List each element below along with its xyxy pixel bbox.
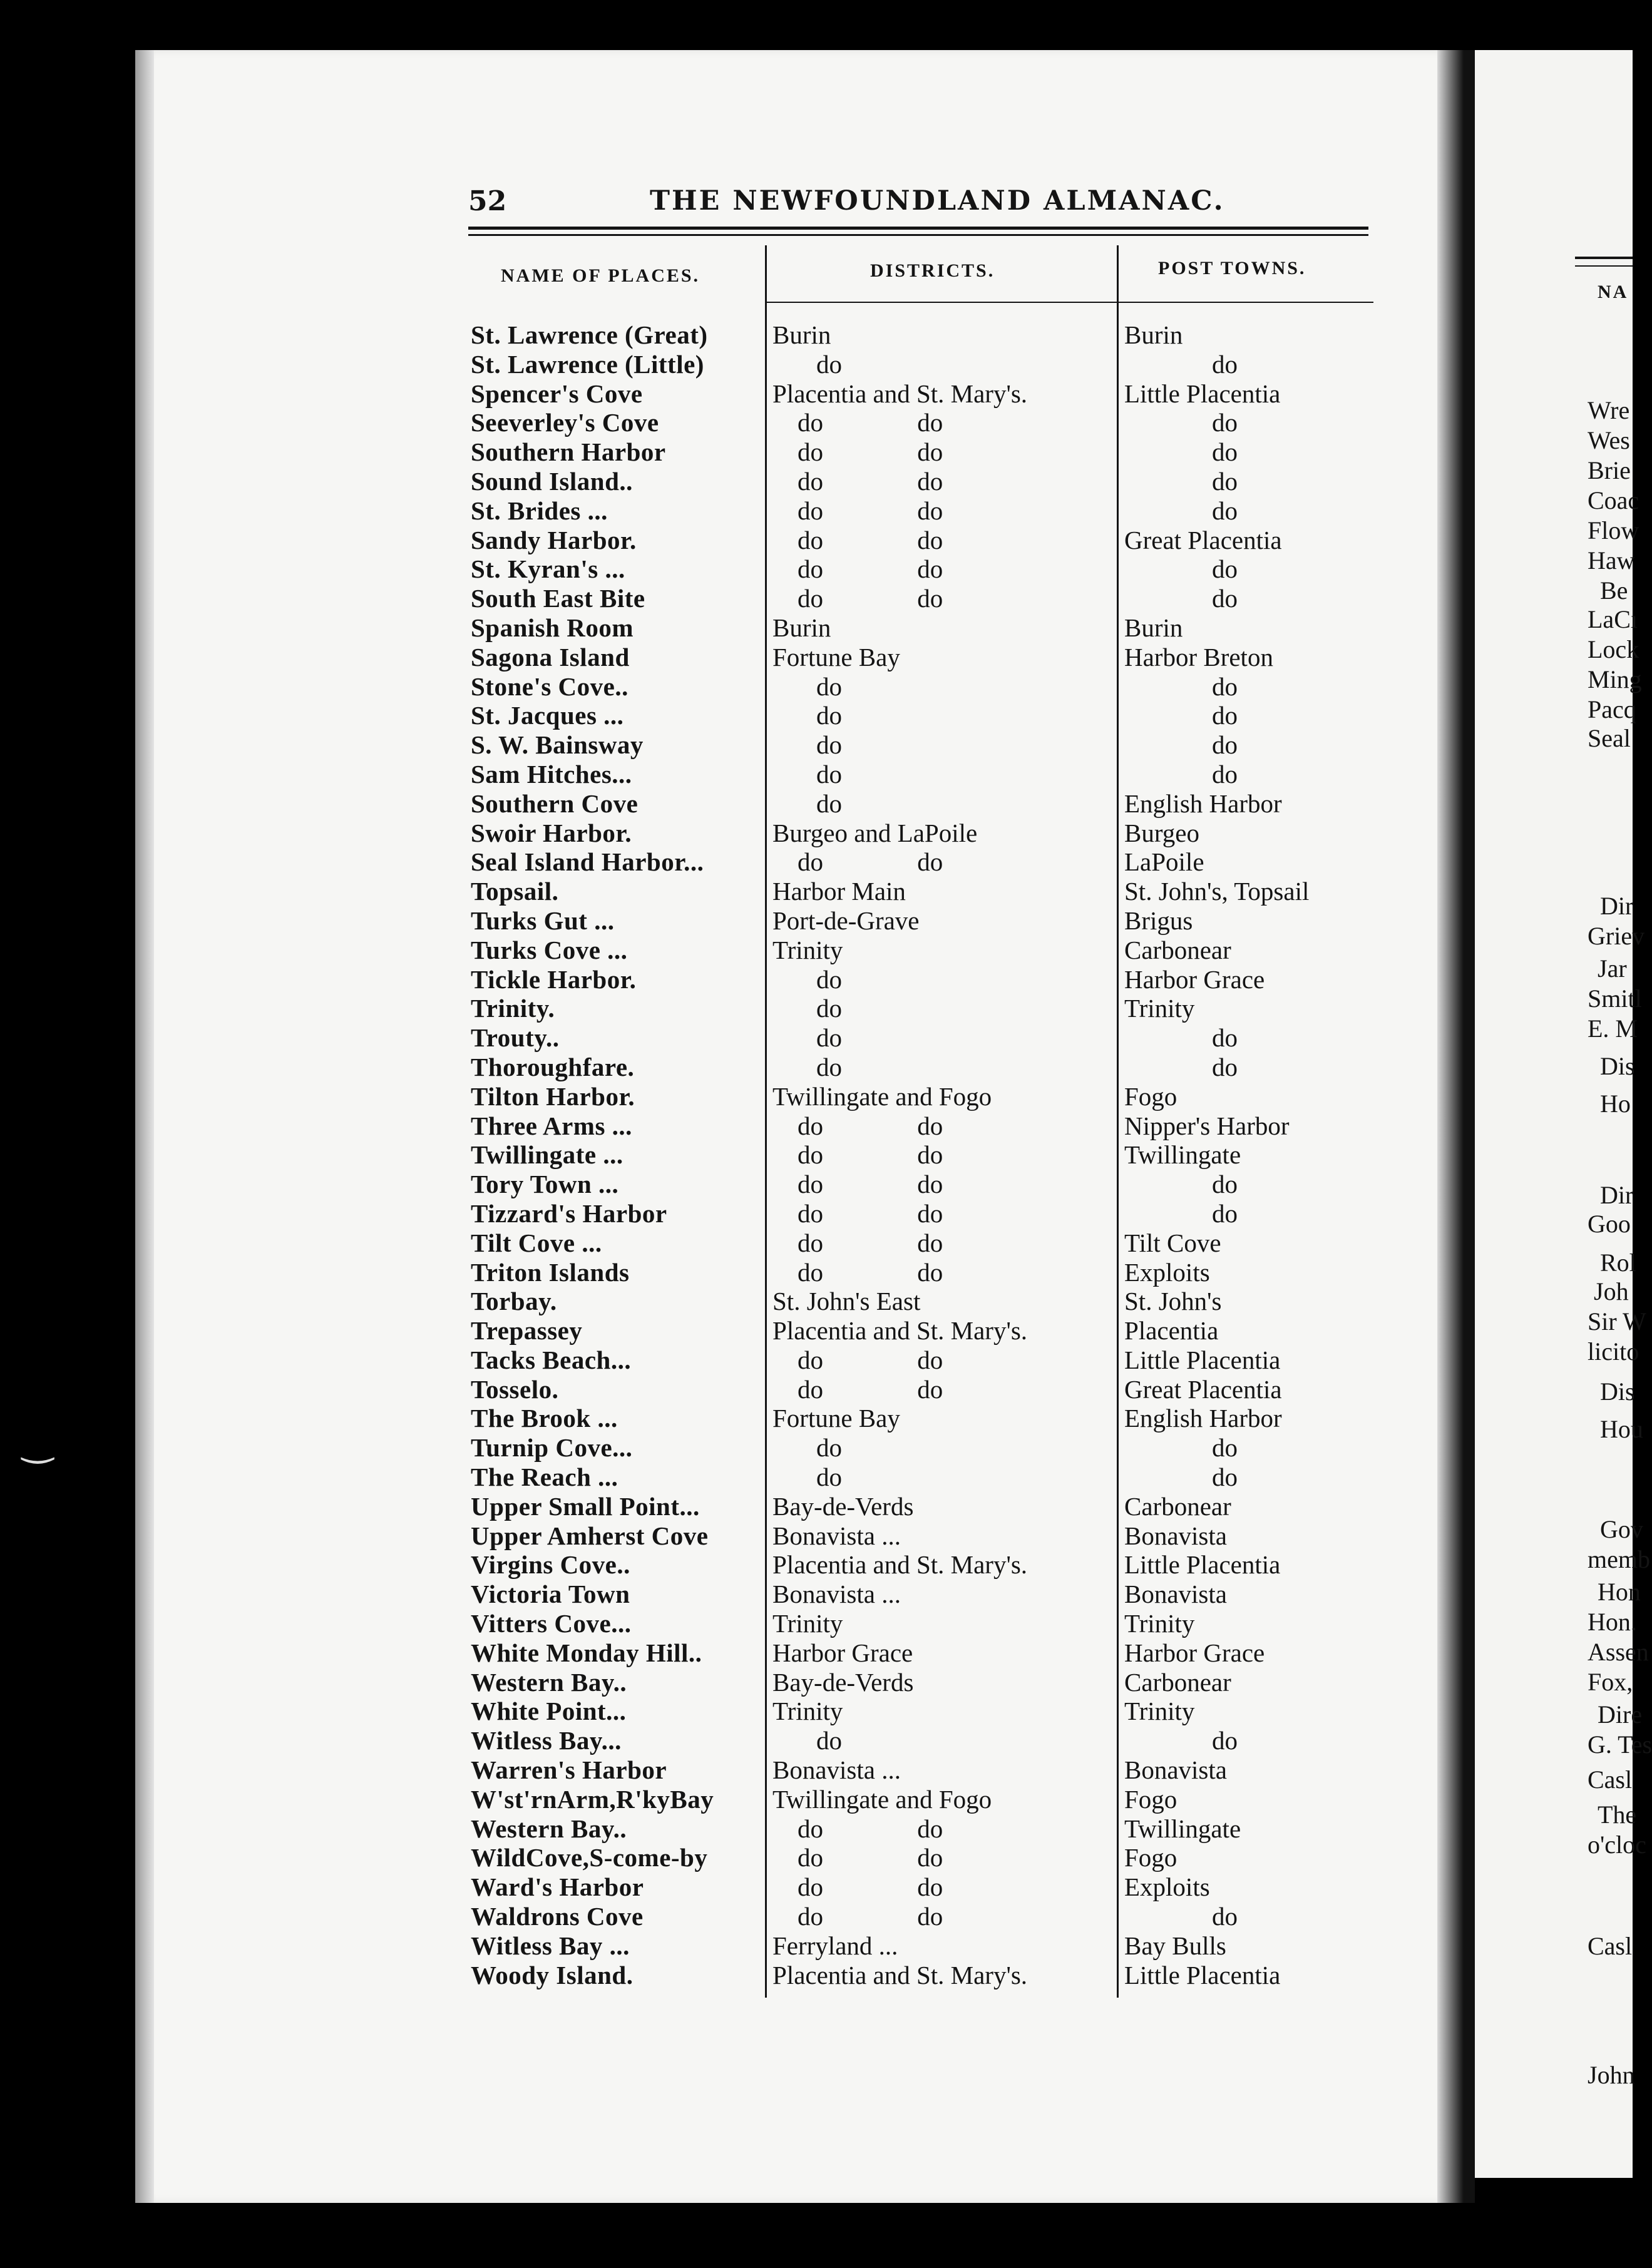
table-row bbox=[471, 1521, 1385, 1551]
district-name: do bbox=[816, 994, 842, 1023]
facing-page-line: G. Tes bbox=[1588, 1730, 1652, 1759]
district-name: Port-de-Grave bbox=[772, 906, 920, 935]
post-town: Fogo bbox=[1124, 1081, 1177, 1111]
table-row bbox=[471, 994, 1385, 1023]
facing-page-line: Coac bbox=[1588, 486, 1639, 514]
table-row bbox=[471, 350, 1385, 379]
post-town: do bbox=[1212, 437, 1238, 467]
post-town: do bbox=[1212, 730, 1238, 760]
facing-page-line: Haw bbox=[1588, 546, 1635, 575]
district-name: Fortune Bay bbox=[772, 1404, 900, 1433]
table-row bbox=[471, 1082, 1385, 1111]
post-town: St. John's, Topsail bbox=[1124, 877, 1310, 906]
post-town: Nipper's Harbor bbox=[1124, 1111, 1290, 1140]
post-town: St. John's bbox=[1124, 1287, 1222, 1316]
place-name: Ward's Harbor bbox=[471, 1872, 644, 1902]
place-name: Southern Cove bbox=[471, 789, 639, 818]
place-name: Witless Bay ... bbox=[471, 1931, 630, 1960]
place-name: W'st'rnArm,R'kyBay bbox=[471, 1784, 714, 1814]
post-town: Bonavista bbox=[1124, 1755, 1227, 1785]
place-name: The Reach ... bbox=[471, 1463, 618, 1492]
post-town: do bbox=[1212, 584, 1238, 613]
district-name: Placentia and St. Mary's. bbox=[772, 379, 1028, 408]
facing-page-line: Hon. bbox=[1588, 1608, 1637, 1636]
district-name: do do bbox=[798, 1228, 943, 1257]
district-name: do do bbox=[798, 1814, 943, 1843]
facing-page-line: Seal bbox=[1588, 724, 1631, 752]
table-row bbox=[471, 320, 1385, 350]
post-town: Harbor Grace bbox=[1124, 964, 1265, 994]
page-header bbox=[468, 185, 1370, 229]
district-name: do do bbox=[798, 525, 943, 554]
facing-page-line: Joh bbox=[1594, 1277, 1629, 1305]
district-name: do do bbox=[798, 1170, 943, 1199]
post-town: do bbox=[1212, 1023, 1238, 1053]
facing-page-line: Wes bbox=[1588, 426, 1630, 454]
table-row bbox=[471, 1375, 1385, 1404]
district-name: Burgeo and LaPoile bbox=[772, 818, 978, 847]
table-row bbox=[471, 1492, 1385, 1521]
post-town: Carbonear bbox=[1124, 935, 1231, 964]
facing-page-line: Flow bbox=[1588, 516, 1639, 544]
district-name: do bbox=[816, 1433, 842, 1463]
facing-page-line: Dir bbox=[1600, 1181, 1634, 1209]
table-row bbox=[471, 1053, 1385, 1082]
district-name: do do bbox=[798, 437, 943, 467]
district-name: Trinity bbox=[772, 1697, 843, 1726]
district-name: do do bbox=[798, 1872, 943, 1902]
facing-page-line: Jar bbox=[1598, 954, 1627, 983]
post-town: Carbonear bbox=[1124, 1491, 1231, 1521]
place-name: Spanish Room bbox=[471, 613, 634, 642]
facing-page-line: Goo bbox=[1588, 1210, 1631, 1238]
district-name: do do bbox=[798, 496, 943, 525]
table-row bbox=[471, 643, 1385, 672]
place-name: Tosselo. bbox=[471, 1374, 559, 1404]
place-name: Sandy Harbor. bbox=[471, 525, 637, 554]
place-name: Witless Bay... bbox=[471, 1726, 622, 1755]
post-town: do bbox=[1212, 1463, 1238, 1492]
place-name: Western Bay.. bbox=[471, 1814, 627, 1843]
facing-page-line: Hou bbox=[1600, 1415, 1643, 1443]
place-name: Upper Amherst Cove bbox=[471, 1521, 709, 1550]
facing-page-line: Hon bbox=[1598, 1578, 1641, 1606]
facing-page-line: memb bbox=[1588, 1545, 1650, 1573]
district-name: Harbor Main bbox=[772, 877, 906, 906]
place-name: Vitters Cove... bbox=[471, 1609, 632, 1638]
facing-page-line: LaCı bbox=[1588, 605, 1638, 633]
post-town: Trinity bbox=[1124, 1697, 1195, 1726]
table-row bbox=[471, 1463, 1385, 1492]
column-header-district: DISTRICTS. bbox=[870, 260, 995, 281]
table-row bbox=[471, 789, 1385, 819]
district-name: do bbox=[816, 672, 842, 701]
table-row bbox=[471, 1287, 1385, 1316]
district-name: Bay-de-Verds bbox=[772, 1491, 914, 1521]
place-name: South East Bite bbox=[471, 584, 645, 613]
place-name: Stone's Cove.. bbox=[471, 672, 628, 701]
post-town: Harbor Grace bbox=[1124, 1638, 1265, 1667]
post-town: do bbox=[1212, 466, 1238, 496]
facing-page-line: Casl bbox=[1588, 1765, 1633, 1794]
place-name: Tacks Beach... bbox=[471, 1345, 632, 1374]
place-name: Triton Islands bbox=[471, 1257, 630, 1287]
place-name: Turks Gut ... bbox=[471, 906, 615, 935]
table-row bbox=[471, 1609, 1385, 1638]
district-name: Bonavista ... bbox=[772, 1755, 901, 1785]
table-row bbox=[471, 1843, 1385, 1872]
table-row bbox=[471, 1638, 1385, 1668]
table-row bbox=[471, 554, 1385, 584]
facing-page-line: Gov bbox=[1600, 1515, 1643, 1543]
place-name: Seeverley's Cove bbox=[471, 408, 659, 437]
post-town: Brigus bbox=[1124, 906, 1193, 935]
header-rule-top bbox=[468, 227, 1368, 230]
place-name: Southern Harbor bbox=[471, 437, 666, 467]
district-name: do bbox=[816, 1463, 842, 1492]
place-name: Three Arms ... bbox=[471, 1111, 632, 1140]
district-name: do do bbox=[798, 466, 943, 496]
place-name: WildCove,S-come-by bbox=[471, 1843, 708, 1872]
table-row bbox=[471, 760, 1385, 789]
facing-page-line: Fox, bbox=[1588, 1668, 1633, 1696]
facing-page-line: Brie bbox=[1588, 456, 1631, 484]
table-row bbox=[471, 847, 1385, 877]
margin-mark: ‿ bbox=[23, 1421, 53, 1464]
post-town: do bbox=[1212, 1198, 1238, 1228]
facing-page-line: Lock bbox=[1588, 635, 1639, 663]
place-name: Tilton Harbor. bbox=[471, 1081, 635, 1111]
table-row bbox=[471, 1726, 1385, 1755]
table-row bbox=[471, 1785, 1385, 1814]
district-name: Placentia and St. Mary's. bbox=[772, 1316, 1028, 1346]
district-name: do do bbox=[798, 1374, 943, 1404]
district-name: Ferryland ... bbox=[772, 1931, 898, 1960]
table-row bbox=[471, 701, 1385, 730]
facing-page-fragment bbox=[1475, 50, 1652, 2178]
place-name: Virgins Cove.. bbox=[471, 1550, 630, 1580]
post-town: Great Placentia bbox=[1124, 525, 1282, 554]
district-name: do bbox=[816, 964, 842, 994]
running-title: THE NEWFOUNDLAND ALMANAC. bbox=[650, 185, 1225, 217]
table-row bbox=[471, 1902, 1385, 1931]
post-town: do bbox=[1212, 672, 1238, 701]
place-name: Sam Hitches... bbox=[471, 759, 632, 789]
place-name: Spencer's Cove bbox=[471, 379, 643, 408]
district-name: Trinity bbox=[772, 935, 843, 964]
facing-page-line: Smitl bbox=[1588, 984, 1642, 1013]
post-town: Exploits bbox=[1124, 1872, 1210, 1902]
district-name: Burin bbox=[772, 320, 831, 349]
facing-page-line: Sir W bbox=[1588, 1307, 1646, 1336]
post-town: do bbox=[1212, 1170, 1238, 1199]
table-row bbox=[471, 1580, 1385, 1609]
district-name: do bbox=[816, 730, 842, 760]
table-row bbox=[471, 1404, 1385, 1433]
table-row bbox=[471, 877, 1385, 906]
table-row bbox=[471, 584, 1385, 613]
post-town: Exploits bbox=[1124, 1257, 1210, 1287]
table-row bbox=[471, 819, 1385, 848]
table-row bbox=[471, 730, 1385, 760]
header-rule-bottom bbox=[468, 234, 1368, 236]
facing-page-line: Assen bbox=[1588, 1638, 1649, 1666]
table-row bbox=[471, 437, 1385, 467]
table-row bbox=[471, 1170, 1385, 1199]
page-number: 52 bbox=[468, 185, 507, 217]
place-name: St. Jacques ... bbox=[471, 701, 624, 730]
post-town: English Harbor bbox=[1124, 789, 1282, 818]
place-name: Victoria Town bbox=[471, 1580, 630, 1609]
place-name: Woody Island. bbox=[471, 1960, 634, 1990]
table-row bbox=[471, 1668, 1385, 1697]
post-town: Bay Bulls bbox=[1124, 1931, 1226, 1960]
place-name: Torbay. bbox=[471, 1287, 557, 1316]
table-row bbox=[471, 1199, 1385, 1228]
place-name: Tizzard's Harbor bbox=[471, 1198, 667, 1228]
post-town: Twillingate bbox=[1124, 1140, 1241, 1170]
place-name: S. W. Bainsway bbox=[471, 730, 644, 760]
facing-page-line: o'cloc bbox=[1588, 1831, 1646, 1859]
table-row bbox=[471, 1140, 1385, 1170]
page-left-edge bbox=[135, 50, 154, 2203]
post-town: do bbox=[1212, 1902, 1238, 1931]
facing-page-line: licito bbox=[1588, 1337, 1639, 1366]
post-town: Little Placentia bbox=[1124, 1960, 1281, 1990]
post-town: do bbox=[1212, 408, 1238, 437]
place-name: Warren's Harbor bbox=[471, 1755, 667, 1785]
post-town: Fogo bbox=[1124, 1843, 1177, 1872]
post-town: Burin bbox=[1124, 320, 1183, 349]
table-row bbox=[471, 613, 1385, 643]
post-town: do bbox=[1212, 1433, 1238, 1463]
post-town: Little Placentia bbox=[1124, 379, 1281, 408]
district-name: Fortune Bay bbox=[772, 642, 900, 672]
place-name: Sound Island.. bbox=[471, 466, 633, 496]
post-town: Fogo bbox=[1124, 1784, 1177, 1814]
district-name: Bonavista ... bbox=[772, 1521, 901, 1550]
facing-page-header: NA bbox=[1598, 282, 1629, 302]
place-name: St. Lawrence (Great) bbox=[471, 320, 708, 349]
place-name: Trinity. bbox=[471, 994, 555, 1023]
district-name: do do bbox=[798, 584, 943, 613]
table-row bbox=[471, 1433, 1385, 1463]
district-name: do bbox=[816, 1023, 842, 1053]
post-town: do bbox=[1212, 496, 1238, 525]
table-row bbox=[471, 1550, 1385, 1580]
district-name: do do bbox=[798, 1902, 943, 1931]
district-name: do bbox=[816, 789, 842, 818]
post-town: Placentia bbox=[1124, 1316, 1219, 1346]
place-name: Swoir Harbor. bbox=[471, 818, 632, 847]
facing-page-line: Ho bbox=[1600, 1090, 1631, 1118]
district-name: Bay-de-Verds bbox=[772, 1667, 914, 1697]
facing-page-line: Dis bbox=[1600, 1377, 1635, 1406]
post-town: Burin bbox=[1124, 613, 1183, 642]
place-name: Twillingate ... bbox=[471, 1140, 623, 1170]
place-name: Turks Cove ... bbox=[471, 935, 628, 964]
facing-page-line: Rol bbox=[1600, 1249, 1636, 1277]
place-name: Thoroughfare. bbox=[471, 1052, 635, 1081]
post-town: Trinity bbox=[1124, 994, 1195, 1023]
post-town: Bonavista bbox=[1124, 1580, 1227, 1609]
district-name: do do bbox=[798, 847, 943, 877]
facing-page-line: Dire bbox=[1598, 1700, 1643, 1729]
post-town: Bonavista bbox=[1124, 1521, 1227, 1550]
post-town: Tilt Cove bbox=[1124, 1228, 1221, 1257]
facing-page-rule-2 bbox=[1575, 265, 1633, 267]
post-town: Carbonear bbox=[1124, 1667, 1231, 1697]
district-name: Harbor Grace bbox=[772, 1638, 913, 1667]
post-town: do bbox=[1212, 1052, 1238, 1081]
column-header-place: NAME OF PLACES. bbox=[501, 265, 700, 286]
table-row bbox=[471, 1814, 1385, 1844]
place-name: White Point... bbox=[471, 1697, 627, 1726]
table-row bbox=[471, 1228, 1385, 1258]
district-name: do do bbox=[798, 1345, 943, 1374]
district-name: do bbox=[816, 701, 842, 730]
table-row bbox=[471, 1111, 1385, 1141]
post-town: Twillingate bbox=[1124, 1814, 1241, 1843]
place-name: Trepassey bbox=[471, 1316, 583, 1346]
place-name: Turnip Cove... bbox=[471, 1433, 633, 1463]
post-town: Great Placentia bbox=[1124, 1374, 1282, 1404]
district-name: Placentia and St. Mary's. bbox=[772, 1550, 1028, 1580]
table-row bbox=[471, 965, 1385, 994]
district-name: Twillingate and Fogo bbox=[772, 1081, 992, 1111]
district-name: do do bbox=[798, 554, 943, 584]
facing-page-line: Pacq bbox=[1588, 695, 1636, 723]
table-row bbox=[471, 526, 1385, 555]
place-name: Trouty.. bbox=[471, 1023, 560, 1053]
table-row bbox=[471, 906, 1385, 936]
table-row bbox=[471, 1316, 1385, 1346]
district-name: do bbox=[816, 349, 842, 379]
facing-page-line: Griev bbox=[1588, 922, 1645, 950]
facing-page-line: Dir bbox=[1600, 892, 1634, 920]
district-name: do do bbox=[798, 1140, 943, 1170]
post-town: do bbox=[1212, 759, 1238, 789]
post-town: Little Placentia bbox=[1124, 1550, 1281, 1580]
place-name: St. Kyran's ... bbox=[471, 554, 625, 584]
post-town: do bbox=[1212, 701, 1238, 730]
district-name: do bbox=[816, 1726, 842, 1755]
place-name: Upper Small Point... bbox=[471, 1491, 700, 1521]
district-name: Trinity bbox=[772, 1609, 843, 1638]
district-name: Burin bbox=[772, 613, 831, 642]
table-row bbox=[471, 1023, 1385, 1053]
place-name: St. Brides ... bbox=[471, 496, 608, 525]
place-name: Tory Town ... bbox=[471, 1170, 619, 1199]
district-name: Placentia and St. Mary's. bbox=[772, 1960, 1028, 1990]
district-name: do do bbox=[798, 1111, 943, 1140]
district-name: do do bbox=[798, 1257, 943, 1287]
post-town: Harbor Breton bbox=[1124, 642, 1273, 672]
post-town: English Harbor bbox=[1124, 1404, 1282, 1433]
table-row bbox=[471, 1697, 1385, 1726]
table-row bbox=[471, 1258, 1385, 1287]
district-name: Bonavista ... bbox=[772, 1580, 901, 1609]
district-name: do do bbox=[798, 1843, 943, 1872]
facing-page-line: E. M bbox=[1588, 1014, 1638, 1043]
place-name: Seal Island Harbor... bbox=[471, 847, 704, 877]
facing-page-line: Ming bbox=[1588, 665, 1642, 693]
post-town: Burgeo bbox=[1124, 818, 1199, 847]
place-name: St. Lawrence (Little) bbox=[471, 349, 704, 379]
place-name: Tickle Harbor. bbox=[471, 964, 637, 994]
post-town: do bbox=[1212, 554, 1238, 584]
place-name: White Monday Hill.. bbox=[471, 1638, 702, 1667]
district-name: St. John's East bbox=[772, 1287, 921, 1316]
place-name: Sagona Island bbox=[471, 642, 630, 672]
facing-page-line: Be bbox=[1600, 576, 1628, 605]
post-town: do bbox=[1212, 349, 1238, 379]
post-town: LaPoile bbox=[1124, 847, 1204, 877]
district-name: do do bbox=[798, 1198, 943, 1228]
table-row bbox=[471, 1346, 1385, 1375]
place-name: Waldrons Cove bbox=[471, 1902, 644, 1931]
district-name: do bbox=[816, 759, 842, 789]
table-row bbox=[471, 467, 1385, 496]
district-name: do do bbox=[798, 408, 943, 437]
table-row bbox=[471, 379, 1385, 409]
facing-page-line: John bbox=[1588, 2061, 1635, 2089]
post-town: do bbox=[1212, 1726, 1238, 1755]
table-row bbox=[471, 1872, 1385, 1902]
table-row bbox=[471, 408, 1385, 437]
facing-page-rule bbox=[1575, 257, 1633, 259]
district-name: do bbox=[816, 1052, 842, 1081]
facing-page-line: Casl bbox=[1588, 1932, 1633, 1960]
table-row bbox=[471, 1931, 1385, 1961]
column-header-rule bbox=[766, 302, 1373, 303]
table-row bbox=[471, 672, 1385, 702]
place-name: The Brook ... bbox=[471, 1404, 618, 1433]
place-name: Western Bay.. bbox=[471, 1667, 627, 1697]
table-row bbox=[471, 936, 1385, 965]
facing-page-line: Dis bbox=[1600, 1052, 1635, 1080]
district-name: Twillingate and Fogo bbox=[772, 1784, 992, 1814]
place-name: Topsail. bbox=[471, 877, 559, 906]
table-row bbox=[471, 1755, 1385, 1785]
post-town: Little Placentia bbox=[1124, 1345, 1281, 1374]
table-row bbox=[471, 1961, 1385, 1990]
place-name: Tilt Cove ... bbox=[471, 1228, 602, 1257]
post-town: Trinity bbox=[1124, 1609, 1195, 1638]
facing-page-line: Wre bbox=[1588, 396, 1630, 424]
places-table bbox=[471, 320, 1385, 1990]
facing-page-line: The bbox=[1598, 1801, 1637, 1829]
table-row bbox=[471, 496, 1385, 526]
column-header-post-town: POST TOWNS. bbox=[1158, 258, 1306, 278]
